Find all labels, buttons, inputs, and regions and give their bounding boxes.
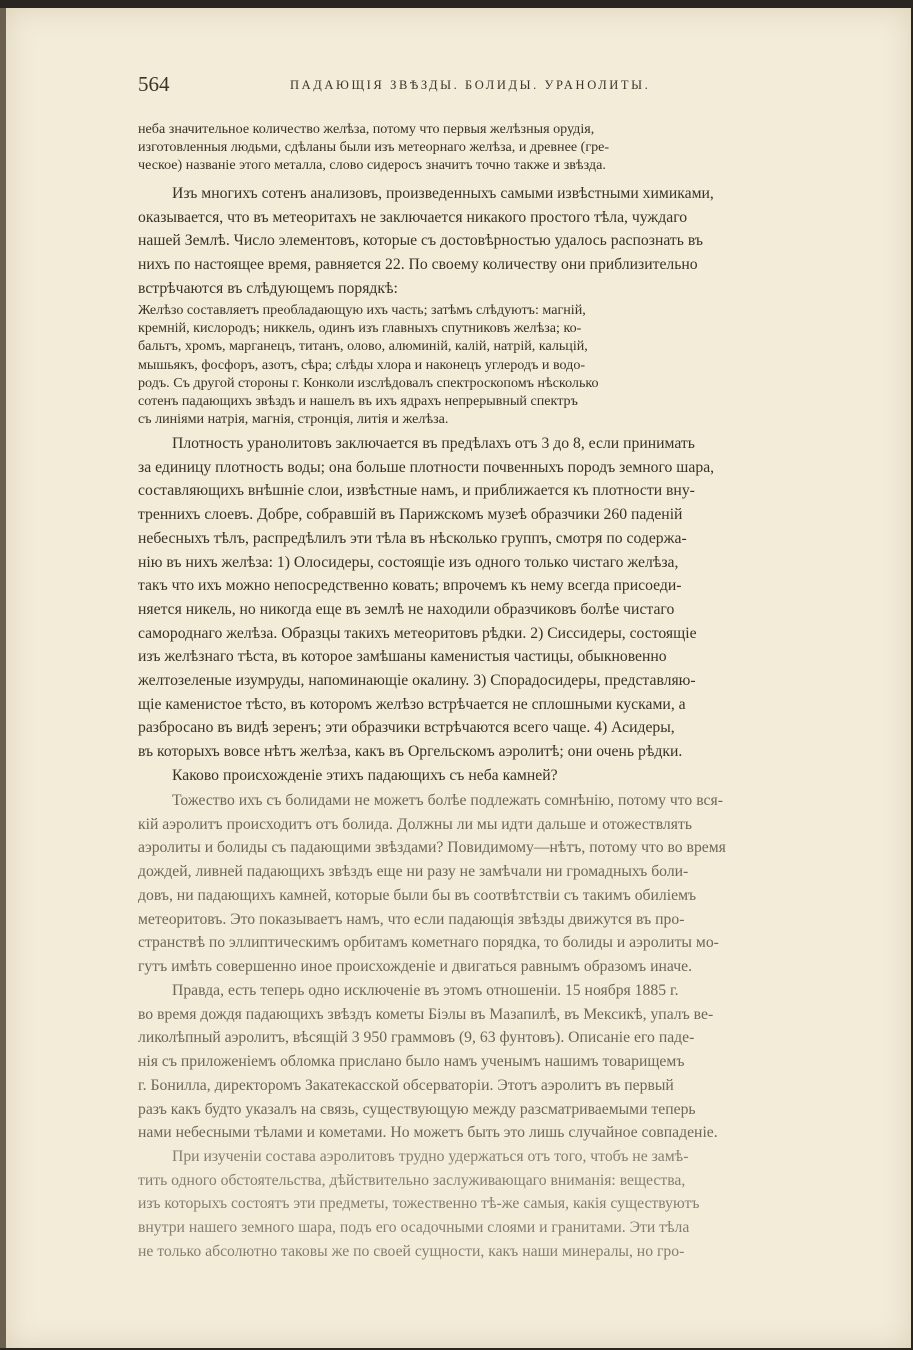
text-line: встрѣчаются въ слѣдующемъ порядкѣ: [138, 279, 398, 297]
text-line: дождей, ливней падающихъ звѣздъ еще ни разу не замѣчали ни громадныхъ боли- [138, 863, 689, 881]
text-line: оказывается, что въ метеоритахъ не заключается никакого простого тѣла, чуждаго [138, 208, 688, 226]
text-line: нами небесными тѣлами и кометами. Но можетъ быть это лишь случайное совпаденіе. [138, 1124, 718, 1142]
text-line: составляющихъ внѣшніе слои, извѣстные намъ, и приближается къ плотности вну- [138, 482, 695, 500]
paragraph-meteorite-analyses [138, 182, 838, 301]
text-line: кій аэролитъ происходитъ отъ болида. Должны ли мы идти дальше и отожествлять [138, 815, 692, 833]
text-line: нію въ нихъ желѣза: 1) Олосидеры, состоящіе изъ одного только чистаго желѣза, [138, 553, 679, 571]
text-line: Желѣзо составляетъ преобладающую ихъ часть; затѣмъ слѣдуютъ: магній, [138, 302, 586, 318]
text-line: тить одного обстоятельства, дѣйствительно заслуживающаго вниманія: вещества, [138, 1171, 686, 1189]
paragraph-bolide-identity [138, 789, 838, 979]
text-line: въ которыхъ вовсе нѣтъ желѣза, какъ въ Оргельскомъ аэролитѣ; они очень рѣдки. [138, 743, 683, 761]
text-line: Плотность уранолитовъ заключается въ предѣлахъ отъ 3 до 8, если принимать [172, 435, 695, 452]
text-line: разъ какъ будто указалъ на связь, существующую между разсматриваемыми теперь [138, 1100, 696, 1118]
text-line: мышьякъ, фосфоръ, азотъ, сѣра; слѣды хлора и наконецъ углеродъ и водо- [138, 356, 586, 373]
text-line: небесныхъ тѣлъ, распредѣлилъ эти тѣла въ нѣсколько группъ, смотря по содержа- [138, 529, 687, 547]
text-line: внутри нашего земного шара, подъ его осадочными слоями и гранитами. Эти тѣла [138, 1219, 690, 1237]
text-line: треннихъ слоевъ. Добре, собравшій въ Парижскомъ музеѣ образчики 260 паденій [138, 506, 683, 524]
text-line: Изъ многихъ сотенъ анализовъ, произведенныхъ самыми извѣстными химиками, [172, 185, 714, 202]
text-line: Правда, есть теперь одно исключеніе въ этомъ отношеніи. 15 ноября 1885 г. [172, 982, 679, 999]
text-line: не только абсолютно таковы же по своей сущности, какъ наши минералы, но гро- [138, 1242, 685, 1260]
text-line: во время дождя падающихъ звѣздъ кометы Біэлы въ Мазапилѣ, въ Мексикѣ, упалъ ве- [138, 1005, 714, 1023]
paragraph-continuation [138, 120, 838, 175]
text-line: г. Бонилла, директоромъ Закатекасской обсерваторіи. Этотъ аэролитъ въ первый [138, 1076, 674, 1094]
text-line: бальтъ, хромъ, марганецъ, титанъ, олово, алюминій, калій, натрій, кальцій, [138, 338, 588, 355]
text-line: съ линіями натрія, магнія, стронція, литія и желѣза. [138, 411, 449, 428]
running-title: ПАДАЮЩІЯ ЗВѢЗДЫ. БОЛИДЫ. УРАНОЛИТЫ. [290, 78, 651, 92]
text-line: сотенъ падающихъ звѣздъ и нашелъ въ ихъ ядрахъ непрерывный спектръ [138, 393, 578, 410]
paragraph-mazapil-aerolite [138, 979, 838, 1145]
paragraph-density-groups [138, 432, 838, 788]
text-line: При изученіи состава аэролитовъ трудно удержаться отъ того, чтобъ не замѣ- [172, 1148, 689, 1165]
text-line: неба значительное количество желѣза, потому что первыя желѣзныя орудія, [138, 121, 595, 137]
text-line: за единицу плотность воды; она больше плотности почвенныхъ породъ земного шара, [138, 458, 715, 476]
text-line: ликолѣпный аэролитъ, вѣсящій 3 950 граммовъ (9, 63 фунтовъ). Описаніе его паде- [138, 1029, 695, 1047]
text-line: аэролиты и болиды съ падающими звѣздами? Повидимому—нѣтъ, потому что во время [138, 839, 726, 857]
text-line: странствѣ по эллиптическимъ орбитамъ кометнаго порядка, то болиды и аэролиты мо- [138, 934, 719, 952]
text-line: разбросано въ видѣ зеренъ; эти образчики встрѣчаются всего чаще. 4) Асидеры, [138, 719, 675, 737]
text-line: довъ, ни падающихъ камней, которые были бы въ соотвѣтствіи съ такимъ обиліемъ [138, 886, 697, 904]
text-line: самороднаго желѣза. Образцы такихъ метеоритовъ рѣдки. 2) Сиссидеры, состоящіе [138, 624, 697, 642]
page-header [138, 72, 838, 98]
text-line: щіе каменистое тѣсто, въ которомъ желѣзо встрѣчается не сплошными кусками, а [138, 695, 686, 713]
paragraph-element-list [138, 301, 838, 428]
text-line: гутъ имѣть совершенно иное происхожденіе и двигаться равнымъ образомъ иначе. [138, 957, 692, 975]
text-line: родъ. Съ другой стороны г. Конколи изслѣдовалъ спектроскопомъ нѣсколько [138, 374, 599, 391]
text-line: такъ что ихъ можно непосредственно ковать; впрочемъ къ нему всегда присоеди- [138, 577, 682, 595]
text-line: нія съ приложеніемъ обломка прислано было намъ ученымъ нашимъ товарищемъ [138, 1053, 685, 1071]
text-line: кремній, кислородъ; никкель, одинъ изъ главныхъ спутниковъ желѣза; ко- [138, 320, 582, 337]
text-line: метеоритовъ. Это показываетъ намъ, что если падающія звѣзды движутся въ про- [138, 910, 685, 928]
text-line: изъ которыхъ состоятъ эти предметы, тожественно тѣ-же самыя, какія существуютъ [138, 1195, 700, 1213]
text-line: няется никель, но никогда еще въ землѣ не находили образчиковъ болѣе чистаго [138, 600, 675, 618]
text-line: Тожество ихъ съ болидами не можетъ болѣе подлежать сомнѣнію, потому что вся- [172, 792, 723, 809]
text-line: нихъ по настоящее время, равняется 22. По своему количеству они приблизительно [138, 256, 698, 274]
text-line: Каково происхожденіе этихъ падающихъ съ неба камней? [172, 766, 558, 784]
text-line: желтозеленые изумруды, напоминающіе окалину. 3) Спорадосидеры, представляю- [138, 672, 696, 690]
text-line: нашей Землѣ. Число элементовъ, которые съ достовѣрностью удалось распознать въ [138, 232, 703, 250]
text-line: изъ желѣзнаго тѣста, въ которое замѣшаны каменистыя частицы, обыкновенно [138, 648, 667, 666]
paragraph-composition [138, 1145, 838, 1264]
page-number: 564 [138, 72, 170, 96]
text-line: ческое) названіе этого металла, слово сидеросъ значитъ точно также и звѣзда. [138, 157, 606, 174]
text-line: изготовленныя людьми, сдѣланы были изъ метеорнаго желѣза, и древнее (гре- [138, 139, 610, 156]
